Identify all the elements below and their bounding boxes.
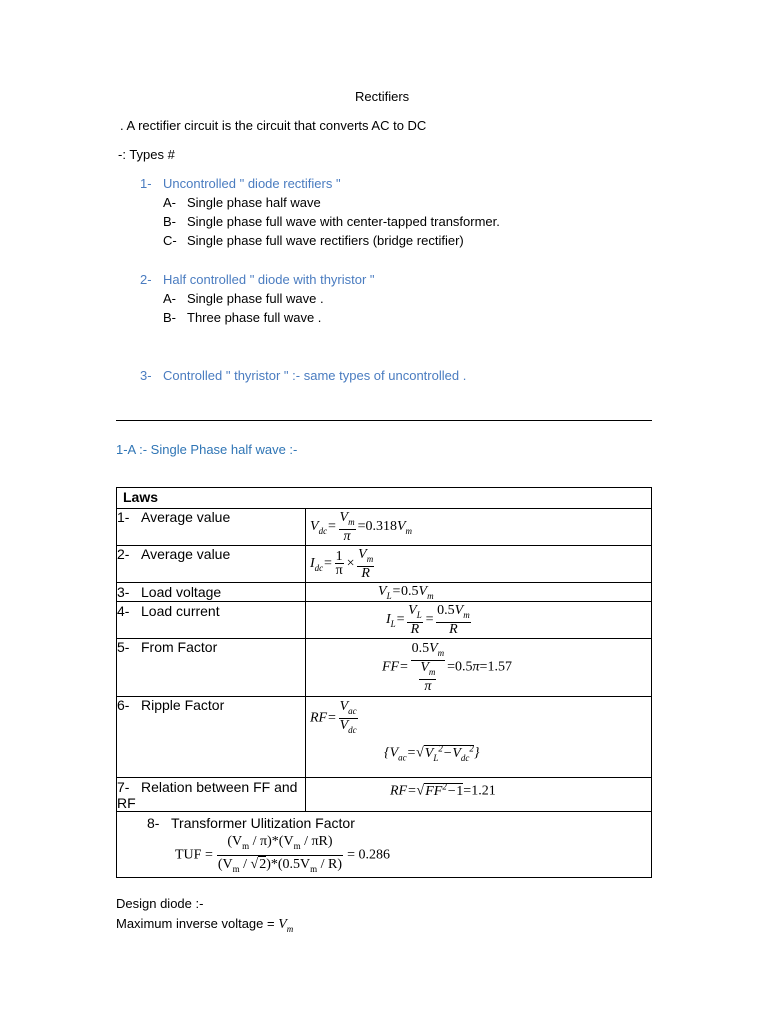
law-3-num: 3- (117, 584, 130, 600)
law-8-title (147, 815, 355, 831)
law-5-num: 5- (117, 639, 130, 655)
formula-6-rf: RF= $\frac{V_{ac}}{V_{dc}}$ (310, 699, 357, 735)
formula-1 (306, 509, 652, 546)
type-2-sub-b: Three phase full wave . (187, 310, 322, 325)
law-7 (117, 778, 306, 812)
formula-4-expr: $I_L=$ $\frac{V_L}{R}$ = $\frac{0.5V_m}{R}$ (386, 603, 470, 637)
formula-3-expr: $V_L=0.5V_m$ (378, 584, 434, 601)
law-8-name: Transformer Ulitization Factor (171, 815, 355, 831)
page-title: Rectifiers (355, 89, 410, 104)
type-2-sub-a-letter: A- (163, 291, 176, 306)
piv-line (116, 916, 293, 934)
law-6-name: Ripple Factor (141, 697, 225, 713)
laws-table (116, 487, 652, 878)
type-2-sub-a: Single phase full wave . (187, 291, 324, 306)
type-1-sub-a-letter: A- (163, 195, 176, 210)
type-2-num: 2- (140, 272, 152, 287)
type-1-sub-b-letter: B- (163, 214, 176, 229)
law-8-num: 8- (147, 815, 160, 831)
law-1-name: Average value (141, 509, 231, 525)
formula-7-expr: $RF=√FF^2-1=1.21$ (390, 781, 496, 799)
design-heading: Design diode :- (116, 896, 204, 911)
type-1-sub-b: Single phase full wave with center-tapped transformer. (187, 214, 500, 229)
type-1-sub-a: Single phase half wave (187, 195, 321, 210)
formula-2-expr: $I_{dc}=$ $\frac{1}{\pi}$ × $\frac{V_m}{R}$ (310, 547, 374, 581)
law-6 (117, 697, 306, 778)
formula-8-expr: TUF = $\frac{(V_m / \pi)*(V_m / \pi R)}{(V_m / √2)*(0.5V_m / R)}$ = 0.286 (175, 834, 390, 874)
law-2 (117, 546, 306, 583)
law-1 (117, 509, 306, 546)
law-8 (117, 812, 652, 878)
type-3-num: 3- (140, 368, 152, 383)
formula-2 (306, 546, 652, 583)
piv-label: Maximum inverse voltage = (116, 916, 279, 931)
section-heading: 1-A :- Single Phase half wave :- (116, 442, 298, 457)
law-6-num: 6- (117, 697, 130, 713)
formula-6-vac: $\{V_{ac}=√V_L^2-V_{dc}^2\}$ (384, 743, 480, 763)
law-3 (117, 583, 306, 602)
law-4-name: Load current (141, 603, 220, 619)
law-2-num: 2- (117, 546, 130, 562)
intro-text: . A rectifier circuit is the circuit that converts AC to DC (120, 118, 427, 133)
law-4-num: 4- (117, 603, 130, 619)
law-5-name: From Factor (141, 639, 218, 655)
type-1-sub-c-letter: C- (163, 233, 177, 248)
piv-value: $V_m$ (278, 917, 294, 934)
type-1-num: 1- (140, 176, 152, 191)
law-4 (117, 602, 306, 639)
law-1-num: 1- (117, 509, 130, 525)
formula-5 (306, 639, 652, 697)
types-heading: -: Types # (118, 147, 175, 162)
type-2-label: Half controlled " diode with thyristor " (163, 272, 375, 287)
formula-5-expr: FF= $\frac{0.5V_m}{\frac{V_m}{\pi}}$ =0.5π=1.57 (382, 641, 512, 694)
type-1-label: Uncontrolled " diode rectifiers " (163, 176, 341, 191)
law-7-num: 7- (117, 779, 130, 795)
law-2-name: Average value (141, 546, 231, 562)
formula-4 (306, 602, 652, 639)
divider (116, 420, 652, 421)
formula-3 (306, 583, 652, 602)
formula-7 (306, 778, 652, 812)
law-3-name: Load voltage (141, 584, 222, 600)
formula-6 (306, 697, 652, 778)
type-2-sub-b-letter: B- (163, 310, 176, 325)
law-7-name: Relation between FF and RF (117, 779, 298, 811)
type-3-label: Controlled " thyristor " :- same types of uncontrolled . (163, 368, 467, 383)
type-1-sub-c: Single phase full wave rectifiers (bridge rectifier) (187, 233, 464, 248)
law-5 (117, 639, 306, 697)
laws-header: Laws (117, 488, 652, 509)
formula-1-expr: $V_{dc}=$ $\frac{V_m}{\pi}$ $=0.318V_m$ (310, 510, 413, 544)
